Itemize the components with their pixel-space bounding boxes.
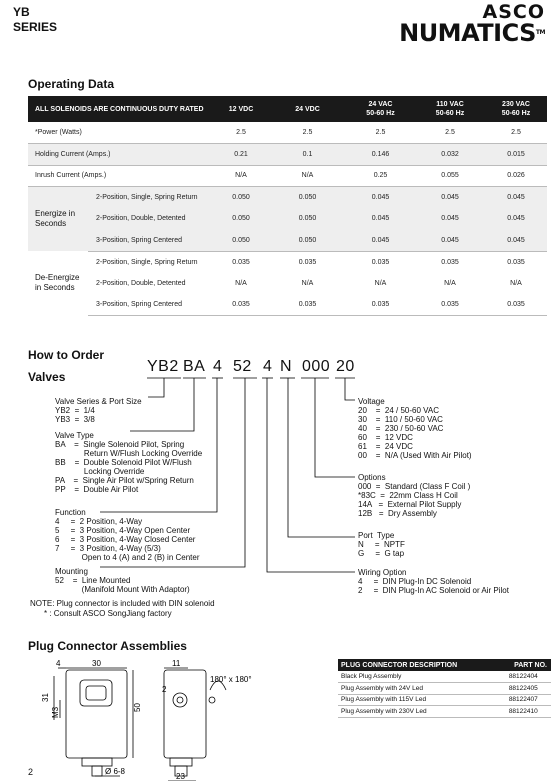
row-value: 0.035 xyxy=(213,294,269,316)
table-row xyxy=(338,706,551,718)
row-value: 0.035 xyxy=(269,294,346,316)
how-to-order-title: How to Order xyxy=(28,348,105,362)
wiring-option-block: Wiring Option 4 = DIN Plug-In DC Solenoid 2 = DIN Plug-In AC Solenoid or Air Pilot xyxy=(358,568,509,595)
row-value: N/A xyxy=(301,279,314,287)
table-row xyxy=(338,694,551,706)
row-value: N/A xyxy=(269,165,346,187)
code-part-port: N xyxy=(280,358,293,375)
row-value: 2.5 xyxy=(213,122,269,144)
logo-line2: NUMATICS™ xyxy=(399,19,545,47)
series-word: SERIES xyxy=(13,20,58,34)
row-value: 0.035 xyxy=(441,258,459,266)
operating-data-title: Operating Data xyxy=(28,77,115,91)
row-value: 0.035 xyxy=(346,294,415,316)
row-value: 2.5 xyxy=(415,122,485,144)
valves-subtitle: Valves xyxy=(28,370,66,384)
plug-description: Plug Assembly with 24V Led xyxy=(338,683,491,695)
row-value: 0.035 xyxy=(485,294,547,316)
dim-31: 31 xyxy=(41,693,50,702)
dim-m3: M3 xyxy=(51,706,60,718)
row-value: 2.5 xyxy=(485,122,547,144)
row-value: N/A xyxy=(213,165,269,187)
row-value: 0.035 xyxy=(371,258,390,266)
row-value: 0.050 xyxy=(213,208,269,230)
row-value: 0.045 xyxy=(415,208,485,230)
code-part-wiring: 4 xyxy=(263,358,273,375)
plug-connector-title: Plug Connector Assemblies xyxy=(28,639,187,653)
series-code: YB xyxy=(13,5,30,19)
dim-4: 4 xyxy=(56,659,61,668)
plug-part-number: 88122407 xyxy=(491,694,551,706)
header-voltage-3: 24 VAC 50-60 Hz xyxy=(346,96,415,122)
row-value: 0.035 xyxy=(298,258,317,266)
row-value: 0.035 xyxy=(232,258,250,266)
row-value: N/A xyxy=(235,279,247,287)
plug-description: Plug Assembly with 230V Led xyxy=(338,706,491,718)
row-value: 0.035 xyxy=(507,258,525,266)
header-voltage-4: 110 VAC 50-60 Hz xyxy=(415,96,485,122)
code-part-function: 4 xyxy=(213,358,223,375)
row-value: 0.1 xyxy=(269,144,346,166)
page-number: 2 xyxy=(28,767,34,777)
row-value: 0.045 xyxy=(485,230,547,252)
table-row xyxy=(338,683,551,695)
plug-note: NOTE: Plug connector is included with DIN solenoid xyxy=(30,599,215,608)
row-label: 2-Position, Double, Detented xyxy=(88,208,213,230)
row-value: 0.055 xyxy=(415,165,485,187)
valve-type-block: Valve Type BA = Single Solenoid Pilot, Spring Return W/Flush Locking Override BB = Double Solenoid Pilot W/Flush Locking Override PA = Single Air Pilot w/Spring Return PP = Double Air Pilot xyxy=(55,431,203,494)
code-part-mounting: 52 xyxy=(233,358,252,375)
group-label: De-Energize in Seconds xyxy=(35,273,80,293)
row-label: Inrush Current (Amps.) xyxy=(28,165,213,187)
port-type-block: Port Type N = NPTF G = G tap xyxy=(358,531,405,558)
row-label: 2-Position, Single, Spring Return xyxy=(88,187,213,209)
row-value: 0.045 xyxy=(415,230,485,252)
group-label: Energize in Seconds xyxy=(28,187,88,252)
consult-note: * : Consult ASCO SongJiang factory xyxy=(44,609,172,618)
valve-series-block: Valve Series & Port Size YB2 = 1/4 YB3 = 3/8 xyxy=(55,397,142,424)
dim-50: 50 xyxy=(133,703,142,712)
code-part-options: 000 xyxy=(302,358,331,375)
dim-2: 2 xyxy=(162,685,167,694)
plug-part-number: 88122410 xyxy=(491,706,551,718)
row-label: 2-Position, Single, Spring Return xyxy=(96,258,198,266)
dim-30: 30 xyxy=(92,659,101,668)
code-part-voltage: 20 xyxy=(336,358,355,375)
row-value: 0.050 xyxy=(213,230,269,252)
voltage-block: Voltage 20 = 24 / 50-60 VAC 30 = 110 / 50-60 VAC 40 = 230 / 50-60 VAC 60 = 12 VDC 61 = 24 VDC 00 = N/A (Used With Air Pilot) xyxy=(358,397,472,460)
row-value: 0.050 xyxy=(269,230,346,252)
header-voltage-1: 12 VDC xyxy=(213,96,269,122)
plug-part-number: 88122405 xyxy=(491,683,551,695)
row-value: 0.026 xyxy=(485,165,547,187)
row-value: N/A xyxy=(444,279,456,287)
dim-11: 11 xyxy=(172,659,181,668)
row-value: 0.050 xyxy=(269,208,346,230)
row-value: 0.045 xyxy=(346,208,415,230)
plug-description: Plug Assembly with 115V Led xyxy=(338,694,491,706)
header-voltage-5: 230 VAC 50-60 Hz xyxy=(485,96,547,122)
row-value: 2.5 xyxy=(269,122,346,144)
row-label: 2-Position, Double, Detented xyxy=(96,279,186,287)
row-value: 0.015 xyxy=(485,144,547,166)
options-block: Options 000 = Standard (Class F Coil ) *83C = 22mm Class H Coil 14A = External Pilot Supply 12B = Dry Assembly xyxy=(358,473,471,518)
dim-23: 23 xyxy=(176,772,185,781)
row-value: 0.25 xyxy=(346,165,415,187)
row-label: 3-Position, Spring Centered xyxy=(88,230,213,252)
table-row xyxy=(338,671,551,683)
code-part-series: YB2 xyxy=(147,358,179,375)
row-value: 0.050 xyxy=(213,187,269,209)
row-label: *Power (Watts) xyxy=(28,122,213,144)
row-value: 0.050 xyxy=(269,187,346,209)
header-duty-rated: ALL SOLENOIDS ARE CONTINUOUS DUTY RATED xyxy=(28,96,213,122)
plug-description: Black Plug Assembly xyxy=(338,671,491,683)
plug-connector-table xyxy=(338,659,551,718)
row-value: 0.146 xyxy=(346,144,415,166)
row-value: 0.032 xyxy=(415,144,485,166)
dim-cable: Ø 6-8 xyxy=(105,767,126,776)
plug-part-number: 88122404 xyxy=(491,671,551,683)
mounting-block: Mounting 52 = Line Mounted (Manifold Mount With Adaptor) xyxy=(55,567,190,594)
row-label: 3-Position, Spring Centered xyxy=(88,294,213,316)
row-value: 2.5 xyxy=(346,122,415,144)
row-label: Holding Current (Amps.) xyxy=(28,144,213,166)
row-value: 0.045 xyxy=(415,187,485,209)
row-value: 0.035 xyxy=(415,294,485,316)
row-value: 0.21 xyxy=(213,144,269,166)
function-block: Function 4 = 2 Position, 4-Way 5 = 3 Position, 4-Way Open Center 6 = 3 Position, 4-Way Closed Center 7 = 3 Position, 4-Way (5/3) Open to 4 (A) and 2 (B) in Center xyxy=(55,508,200,562)
row-value: 0.045 xyxy=(485,187,547,209)
row-value: N/A xyxy=(374,279,387,287)
row-value: 0.045 xyxy=(485,208,547,230)
logo-trademark: TM xyxy=(535,29,545,36)
logo-line1: ASCO xyxy=(482,1,545,23)
dim-rotation: 180° x 180° xyxy=(210,675,252,684)
header-voltage-2: 24 VDC xyxy=(269,96,346,122)
code-part-type: BA xyxy=(183,358,206,375)
row-value: N/A xyxy=(510,279,522,287)
plug-desc-header: PLUG CONNECTOR DESCRIPTION xyxy=(338,659,491,671)
row-value: 0.045 xyxy=(346,187,415,209)
row-value: 0.045 xyxy=(346,230,415,252)
plug-part-header: PART NO. xyxy=(491,659,551,671)
